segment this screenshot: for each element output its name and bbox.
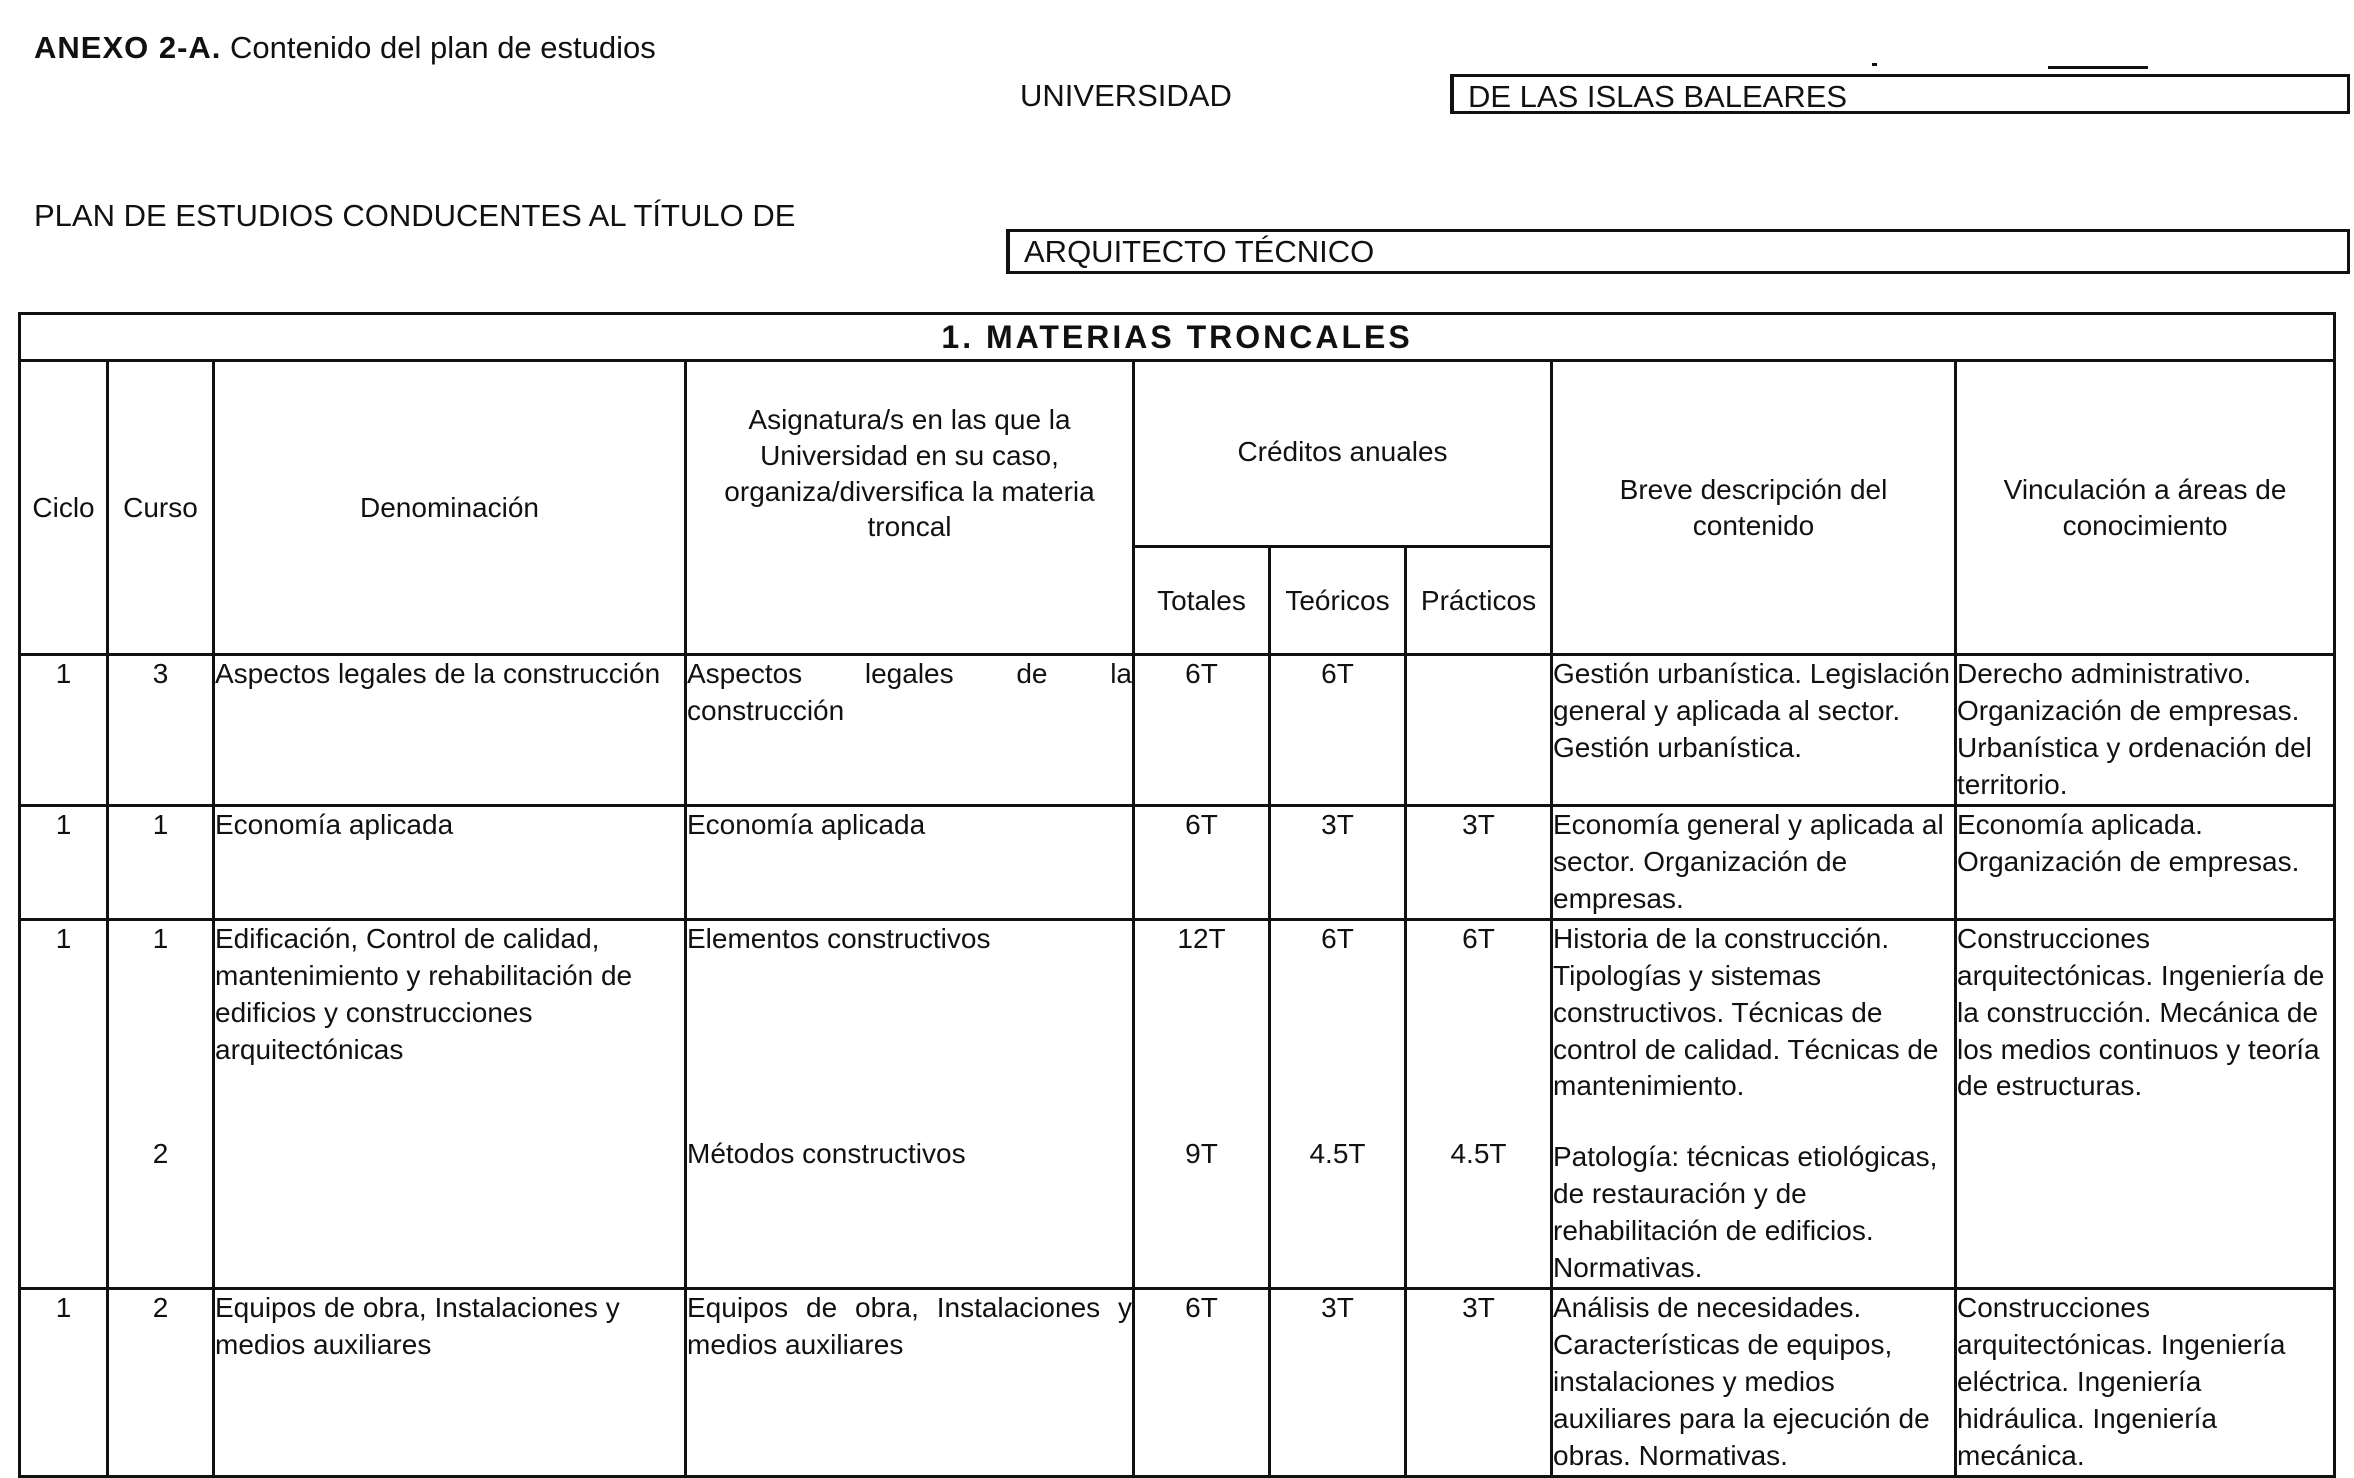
descripcion-value: Historia de la construcción. Tipologías y sistemas constructivos. Técnicas de control de calidad. Técnicas de mantenimiento. (1553, 922, 1939, 1102)
plan-label: PLAN DE ESTUDIOS CONDUCENTES AL TÍTULO DE (34, 198, 796, 233)
ciclo-cell: 1 (20, 1289, 108, 1477)
vinculacion-cell: Construcciones arquitectónicas. Ingeniería eléctrica. Ingeniería hidráulica. Ingeniería mecánica. (1956, 1289, 2335, 1477)
col-denominacion: Denominación (214, 361, 686, 655)
descripcion-value-2: Patología: técnicas etiológicas, de restauración y de rehabilitación de edificios. Normativas. (1553, 1141, 1938, 1284)
descripcion-cell: Análisis de necesidades. Características de equipos, instalaciones y medios auxiliares para la ejecución de obras. Normativas. (1552, 1289, 1956, 1477)
col-teoricos: Teóricos (1270, 547, 1406, 655)
universidad-box (1450, 74, 2350, 114)
col-vinculacion: Vinculación a áreas de conocimiento (1956, 361, 2335, 655)
descripcion-cell (1552, 919, 1956, 1289)
descripcion-cell: Economía general y aplicada al sector. Organización de empresas. (1552, 805, 1956, 919)
anexo-text: Contenido del plan de estudios (230, 30, 656, 65)
totales-cell: 6T (1134, 655, 1270, 806)
ciclo-cell: 1 (20, 919, 108, 1289)
curso-cell (108, 919, 214, 1289)
anexo-label: ANEXO 2-A. (34, 30, 222, 65)
practicos-cell: 3T (1406, 805, 1552, 919)
practicos-cell (1406, 655, 1552, 806)
vinculacion-cell: Economía aplicada. Organización de empresas. (1956, 805, 2335, 919)
practicos-cell (1406, 919, 1552, 1289)
materias-troncales-table (18, 312, 2336, 1478)
col-ciclo: Ciclo (20, 361, 108, 655)
table-row (20, 919, 2335, 1289)
scan-mark (2048, 66, 2148, 69)
spacer (1135, 958, 1268, 1136)
denominacion-cell: Edificación, Control de calidad, mantenimiento y rehabilitación de edificios y construcciones arquitectónicas (214, 919, 686, 1289)
totales-value-2: 9T (1185, 1137, 1218, 1169)
totales-value: 12T (1177, 922, 1226, 954)
denominacion-cell: Economía aplicada (214, 805, 686, 919)
practicos-value: 6T (1462, 922, 1495, 954)
practicos-cell: 3T (1406, 1289, 1552, 1477)
asignatura-cell: Economía aplicada (686, 805, 1134, 919)
col-curso: Curso (108, 361, 214, 655)
ciclo-cell: 1 (20, 655, 108, 806)
universidad-value: DE LAS ISLAS BALEARES (1468, 79, 1848, 114)
curso-cell: 2 (108, 1289, 214, 1477)
table-row (20, 805, 2335, 919)
col-creditos: Créditos anuales (1134, 361, 1552, 547)
spacer (1553, 1105, 1954, 1139)
vinculacion-cell: Derecho administrativo. Organización de empresas. Urbanística y ordenación del territorio. (1956, 655, 2335, 806)
curso-cell: 1 (108, 805, 214, 919)
titulo-value: ARQUITECTO TÉCNICO (1024, 234, 1375, 269)
curso-cell: 3 (108, 655, 214, 806)
col-totales: Totales (1134, 547, 1270, 655)
descripcion-cell: Gestión urbanística. Legislación general y aplicada al sector. Gestión urbanística. (1552, 655, 1956, 806)
table-row (20, 1289, 2335, 1477)
totales-cell: 6T (1134, 1289, 1270, 1477)
curso-value: 1 (152, 922, 169, 954)
totales-cell (1134, 919, 1270, 1289)
spacer (1271, 958, 1404, 1136)
anexo-heading (34, 30, 656, 66)
spacer (109, 958, 212, 1136)
denominacion-cell: Equipos de obra, Instalaciones y medios auxiliares (214, 1289, 686, 1477)
teoricos-cell: 3T (1270, 805, 1406, 919)
teoricos-value-2: 4.5T (1309, 1137, 1366, 1169)
teoricos-value: 6T (1321, 922, 1354, 954)
table-title: 1. MATERIAS TRONCALES (20, 314, 2335, 361)
scan-mark (1872, 63, 1877, 66)
vinculacion-cell: Construcciones arquitectónicas. Ingeniería de la construcción. Mecánica de los medios continuos y teoría de estructuras. (1956, 919, 2335, 1289)
asignatura-cell: Equipos de obra, Instalaciones y medios auxiliares (686, 1289, 1134, 1477)
curso-value-2: 2 (152, 1137, 169, 1169)
teoricos-cell: 6T (1270, 655, 1406, 806)
spacer (1407, 958, 1550, 1136)
col-practicos: Prácticos (1406, 547, 1552, 655)
asignatura-value-2: Métodos constructivos (687, 1137, 966, 1169)
totales-cell: 6T (1134, 805, 1270, 919)
col-asignaturas: Asignatura/s en las que la Universidad en su caso, organiza/diversifica la materia troncal (686, 361, 1134, 655)
table-row (20, 655, 2335, 806)
spacer (687, 958, 1132, 1136)
denominacion-cell: Aspectos legales de la construcción (214, 655, 686, 806)
universidad-label: UNIVERSIDAD (1020, 78, 1232, 113)
ciclo-cell: 1 (20, 805, 108, 919)
col-descripcion: Breve descripción del contenido (1552, 361, 1956, 655)
titulo-box (1006, 229, 2350, 274)
asignatura-cell: Aspectos legales de la construcción (686, 655, 1134, 806)
asignatura-value: Elementos constructivos (687, 922, 991, 954)
teoricos-cell (1270, 919, 1406, 1289)
asignatura-cell (686, 919, 1134, 1289)
practicos-value-2: 4.5T (1450, 1137, 1507, 1169)
teoricos-cell: 3T (1270, 1289, 1406, 1477)
